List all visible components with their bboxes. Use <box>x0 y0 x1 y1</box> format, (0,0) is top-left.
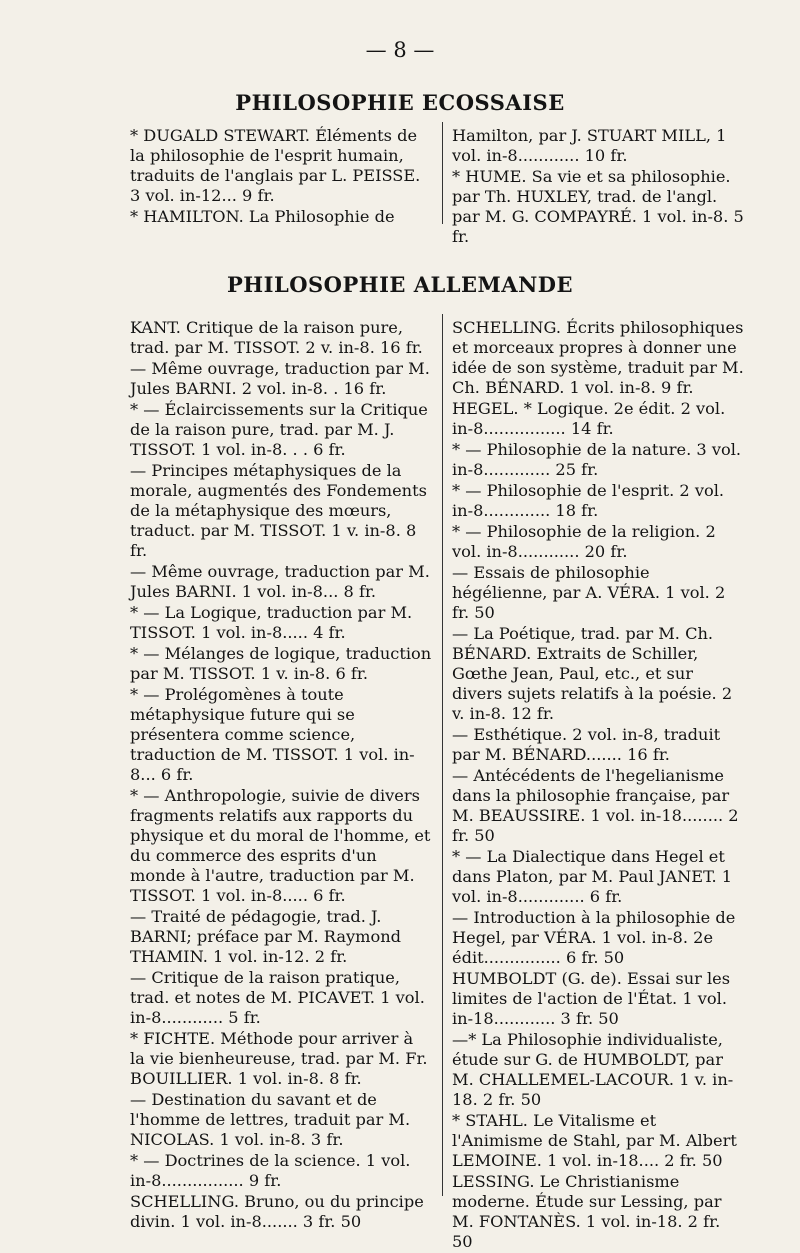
entry: — Essais de philosophie hégélienne, par A. VÉRA. 1 vol. 2 fr. 50 <box>452 563 726 622</box>
entry: HEGEL. * Logique. 2e édit. 2 vol. in-8................ 14 fr. <box>452 399 726 438</box>
entry: * — Éclaircissements sur la Critique de la raison pure, trad. par M. J. TISSOT. 1 vol. in-8. . . 6 fr. <box>130 400 428 459</box>
entry: — Traité de pédagogie, trad. J. BARNI; préface par M. Raymond THAMIN. 1 vol. in-12. 2 fr. <box>130 907 402 966</box>
entry: * HAMILTON. La Philosophie de <box>130 207 395 226</box>
entry: * — Anthropologie, suivie de divers fragments relatifs aux rapports du physique et du moral de l'homme, et du commerce des esprits d'un monde à l'autre, traduction par M. TISSOT. 1 vol. in-8..... 6 fr. <box>130 786 431 905</box>
section-heading-allemande: PHILOSOPHIE ALLEMANDE <box>226 272 574 297</box>
entry: LESSING. Le Christianisme moderne. Étude sur Lessing, par M. FONTANÈS. 1 vol. in-18. 2 fr. 50 <box>452 1172 722 1251</box>
section-heading-ecossaise: PHILOSOPHIE ECOSSAISE <box>235 90 565 115</box>
entry: * STAHL. Le Vitalisme et l'Animisme de Stahl, par M. Albert LEMOINE. 1 vol. in-18.... 2 fr. 50 <box>452 1111 737 1170</box>
entry: * — Philosophie de la religion. 2 vol. in-8............ 20 fr. <box>452 522 716 561</box>
ecossaise-right-column <box>452 126 744 248</box>
entry: — Antécédents de l'hegelianisme dans la philosophie française, par M. BEAUSSIRE. 1 vol. in-18........ 2 fr. 50 <box>452 766 739 845</box>
entry: * — Philosophie de l'esprit. 2 vol. in-8............. 18 fr. <box>452 481 725 520</box>
entry: — Critique de la raison pratique, trad. et notes de M. PICAVET. 1 vol. in-8............ 5 fr. <box>130 968 425 1027</box>
entry: * FICHTE. Méthode pour arriver à la vie bienheureuse, trad. par M. Fr. BOUILLIER. 1 vol. in-8. 8 fr. <box>130 1029 428 1088</box>
entry: —* La Philosophie individualiste, étude sur G. de HUMBOLDT, par M. CHALLEMEL-LACOUR. 1 v. in-18. 2 fr. 50 <box>452 1030 734 1109</box>
entry: SCHELLING. Bruno, ou du principe divin. 1 vol. in-8....... 3 fr. 50 <box>130 1192 424 1231</box>
entry: * — Doctrines de la science. 1 vol. in-8................ 9 fr. <box>130 1151 411 1190</box>
entry: KANT. Critique de la raison pure, trad. par M. TISSOT. 2 v. in-8. 16 fr. <box>130 318 423 357</box>
entry: SCHELLING. Écrits philosophiques et morceaux propres à donner une idée de son système, traduit par M. Ch. BÉNARD. 1 vol. in-8. 9 fr. <box>452 318 744 397</box>
entry: — Même ouvrage, traduction par M. Jules BARNI. 1 vol. in-8... 8 fr. <box>130 562 430 601</box>
entry: HUMBOLDT (G. de). Essai sur les limites de l'action de l'État. 1 vol. in-18............ 3 fr. 50 <box>452 969 731 1028</box>
allemande-right-column <box>452 318 744 1253</box>
column-divider <box>442 314 443 1196</box>
entry: * HUME. Sa vie et sa philosophie. par Th. HUXLEY, trad. de l'angl. par M. G. COMPAYRÉ. 1 vol. in-8. 5 fr. <box>452 167 744 246</box>
entry: * — Philosophie de la nature. 3 vol. in-8............. 25 fr. <box>452 440 742 479</box>
entry: Hamilton, par J. STUART MILL, 1 vol. in-8............ 10 fr. <box>452 126 727 165</box>
column-divider <box>442 122 443 224</box>
entry: — Même ouvrage, traduction par M. Jules BARNI. 2 vol. in-8. . 16 fr. <box>130 359 430 398</box>
entry: — Destination du savant et de l'homme de lettres, traduit par M. NICOLAS. 1 vol. in-8. 3 fr. <box>130 1090 411 1149</box>
entry: — Introduction à la philosophie de Hegel, par VÉRA. 1 vol. in-8. 2e édit............... 6 fr. 50 <box>452 908 736 967</box>
ecossaise-left-column <box>130 126 430 228</box>
entry: * — La Logique, traduction par M. TISSOT. 1 vol. in-8..... 4 fr. <box>130 603 413 642</box>
entry: — Esthétique. 2 vol. in-8, traduit par M. BÉNARD....... 16 fr. <box>452 725 721 764</box>
page-number: — 8 — <box>365 38 435 62</box>
allemande-left-column <box>130 318 432 1233</box>
entry: * — Mélanges de logique, traduction par M. TISSOT. 1 v. in-8. 6 fr. <box>130 644 432 683</box>
entry: — Principes métaphysiques de la morale, augmentés des Fondements de la métaphysique des mœurs, traduct. par M. TISSOT. 1 v. in-8. 8 fr. <box>130 461 427 560</box>
entry: — La Poétique, trad. par M. Ch. BÉNARD. Extraits de Schiller, Gœthe Jean, Paul, etc., et sur divers sujets relatifs à la poésie. 2 v. in-8. 12 fr. <box>452 624 733 723</box>
entry: * — Prolégomènes à toute métaphysique future qui se présentera comme science, traduction de M. TISSOT. 1 vol. in-8... 6 fr. <box>130 685 415 784</box>
entry: * DUGALD STEWART. Éléments de la philosophie de l'esprit humain, traduits de l'anglais par L. PEISSE. 3 vol. in-12... 9 fr. <box>130 126 421 205</box>
entry: * — La Dialectique dans Hegel et dans Platon, par M. Paul JANET. 1 vol. in-8............. 6 fr. <box>452 847 733 906</box>
